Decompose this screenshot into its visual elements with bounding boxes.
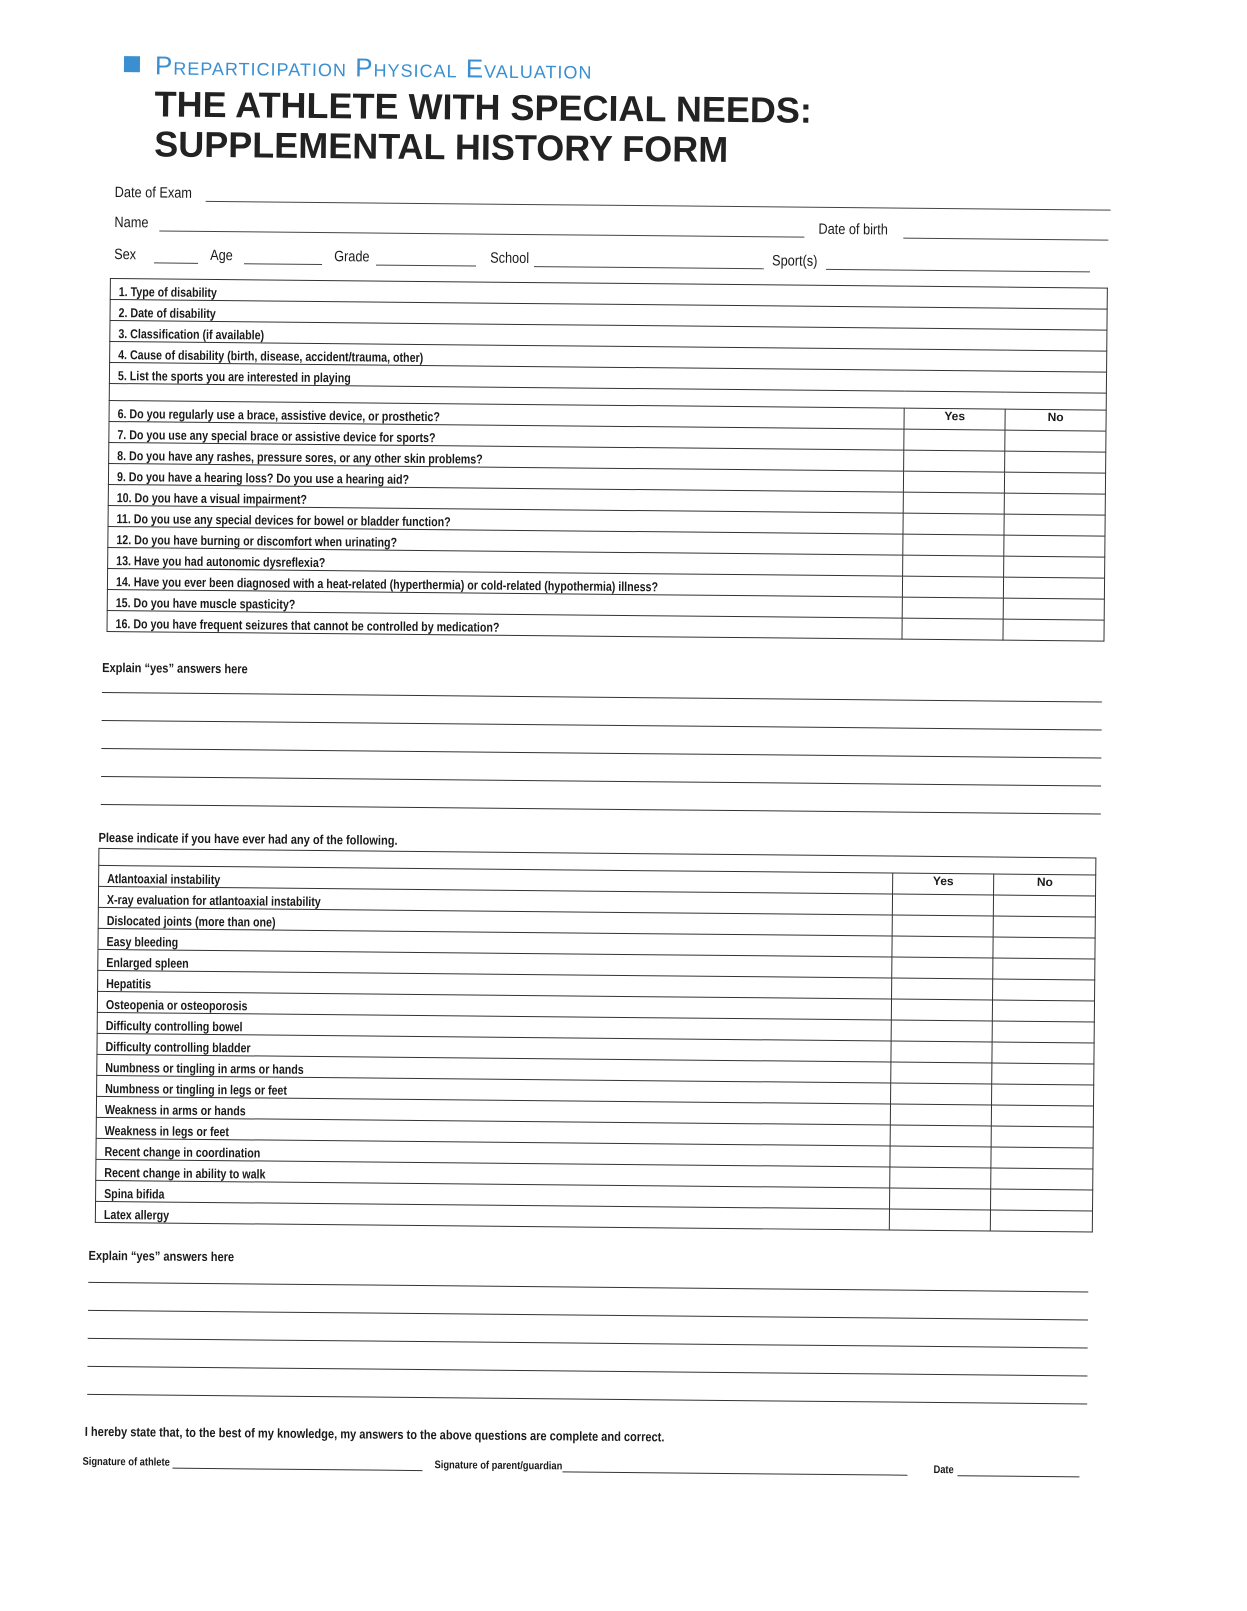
question-label: 11. Do you use any special devices for bowel or bladder function?	[116, 511, 451, 530]
yes-cell[interactable]	[902, 618, 1003, 640]
no-cell[interactable]	[1003, 619, 1104, 641]
grade-field[interactable]	[376, 251, 476, 267]
no-cell[interactable]	[993, 958, 1095, 980]
yes-cell[interactable]	[902, 597, 1003, 619]
condition-label: Difficulty controlling bladder	[105, 1039, 251, 1056]
date-of-exam-label: Date of Exam	[114, 184, 193, 202]
parent-signature-field[interactable]	[562, 1461, 907, 1475]
question-label: 14. Have you ever been diagnosed with a heat-related (hyperthermia) or cold-related (hypothermia) illness?	[115, 574, 659, 595]
date-of-exam-field[interactable]	[206, 187, 1111, 211]
question-label: 8. Do you have any rashes, pressure sores, or any other skin problems?	[117, 448, 483, 467]
header-square-icon	[124, 56, 140, 72]
sex-label: Sex	[114, 246, 137, 264]
question-label: 6. Do you regularly use a brace, assistive device, or prosthetic?	[117, 406, 440, 425]
condition-label: Latex allergy	[103, 1206, 170, 1223]
no-cell[interactable]	[1004, 556, 1105, 578]
disability-questions-table	[107, 278, 1108, 642]
yes-cell[interactable]	[891, 1041, 993, 1063]
no-header: No	[1047, 410, 1064, 425]
sex-field[interactable]	[154, 248, 198, 263]
condition-label: Osteopenia or osteoporosis	[105, 997, 248, 1014]
yes-cell[interactable]	[903, 471, 1004, 493]
info-row-label: 1. Type of disability	[118, 284, 217, 301]
condition-label: Weakness in legs or feet	[104, 1122, 230, 1140]
question-label: 15. Do you have muscle spasticity?	[115, 595, 296, 612]
explain-text-2: Explain “yes” answers here	[88, 1247, 235, 1265]
explain-line[interactable]	[102, 720, 1102, 731]
explain-text-1: Explain “yes” answers here	[102, 659, 248, 677]
condition-label: Difficulty controlling bowel	[105, 1018, 243, 1035]
yes-cell[interactable]	[890, 1083, 992, 1105]
yes-cell[interactable]	[889, 1209, 991, 1231]
no-cell[interactable]	[1004, 514, 1105, 536]
no-cell[interactable]	[993, 937, 1095, 959]
no-cell[interactable]	[1004, 472, 1105, 494]
info-row-label: 5. List the sports you are interested in playing	[117, 368, 351, 386]
yes-header: Yes	[932, 873, 954, 889]
condition-label: Enlarged spleen	[106, 955, 189, 971]
age-label: Age	[210, 246, 233, 265]
explain-line[interactable]	[101, 804, 1101, 815]
yes-cell[interactable]	[890, 1104, 992, 1126]
info-row-label: 4. Cause of disability (birth, disease, accident/trauma, other)	[118, 347, 424, 366]
grade-label: Grade	[334, 248, 370, 266]
no-cell[interactable]	[991, 1147, 1093, 1169]
yes-cell[interactable]	[890, 1125, 992, 1147]
explain-line[interactable]	[87, 1394, 1087, 1405]
school-label: School	[490, 249, 530, 268]
no-cell[interactable]	[992, 1084, 1094, 1106]
question-label: 7. Do you use any special brace or assistive device for sports?	[117, 427, 436, 446]
date-of-birth-label: Date of birth	[818, 220, 888, 239]
date-of-exam-row	[115, 184, 1111, 211]
yes-cell[interactable]	[892, 936, 994, 958]
info-row-label: 2. Date of disability	[118, 305, 216, 322]
no-cell[interactable]	[992, 1042, 1094, 1064]
form-kicker: Preparticipation Physical Evaluation	[154, 50, 593, 85]
no-cell[interactable]	[993, 1000, 1095, 1022]
condition-label: Spina bifida	[104, 1185, 165, 1202]
no-cell[interactable]	[991, 1210, 1093, 1232]
yes-cell[interactable]	[891, 1020, 993, 1042]
no-cell[interactable]	[1004, 535, 1105, 557]
details-row	[114, 246, 1090, 272]
explain-line[interactable]	[101, 748, 1101, 759]
question-label: 13. Have you had autonomic dysreflexia?	[116, 553, 326, 571]
condition-label: Recent change in ability to walk	[104, 1164, 266, 1182]
explain-line[interactable]	[101, 776, 1101, 787]
name-field[interactable]	[159, 216, 804, 237]
explain-line[interactable]	[88, 1338, 1088, 1349]
explain-line[interactable]	[102, 692, 1102, 703]
condition-label: Recent change in coordination	[104, 1143, 261, 1161]
parent-signature-label: Signature of parent/guardian	[434, 1459, 563, 1473]
question-label: 9. Do you have a hearing loss? Do you use a hearing aid?	[116, 469, 410, 487]
yes-cell[interactable]	[903, 513, 1004, 535]
no-cell[interactable]	[1003, 598, 1104, 620]
athlete-signature-field[interactable]	[172, 1458, 422, 1471]
yes-cell[interactable]	[891, 999, 993, 1021]
yes-cell[interactable]	[903, 534, 1004, 556]
indicate-text: Please indicate if you have ever had any of the following.	[98, 829, 398, 848]
title-line-1: THE ATHLETE WITH SPECIAL NEEDS:	[154, 83, 813, 131]
no-cell[interactable]	[992, 1105, 1094, 1127]
info-row-label: 3. Classification (if available)	[118, 326, 265, 343]
explain-line[interactable]	[88, 1282, 1088, 1293]
question-label: 12. Do you have burning or discomfort when urinating?	[116, 532, 398, 550]
explain-line[interactable]	[88, 1310, 1088, 1321]
school-field[interactable]	[534, 252, 764, 269]
condition-label: Numbness or tingling in legs or feet	[105, 1081, 288, 1098]
yes-cell[interactable]	[903, 492, 1004, 514]
no-cell[interactable]	[1003, 577, 1104, 599]
sports-field[interactable]	[826, 255, 1090, 273]
no-cell[interactable]	[992, 1063, 1094, 1085]
attestation-statement	[85, 1424, 767, 1446]
yes-cell[interactable]	[891, 1062, 993, 1084]
yes-cell[interactable]	[902, 576, 1003, 598]
yes-cell[interactable]	[889, 1188, 991, 1210]
no-cell[interactable]	[1005, 451, 1106, 473]
yes-cell[interactable]	[892, 894, 994, 916]
no-cell[interactable]	[991, 1168, 1093, 1190]
age-field[interactable]	[244, 249, 322, 265]
yes-cell[interactable]	[890, 1146, 992, 1168]
condition-label: Weakness in arms or hands	[104, 1102, 246, 1119]
sports-label: Sport(s)	[772, 252, 818, 270]
date-of-birth-field[interactable]	[903, 224, 1108, 241]
yes-cell[interactable]	[890, 1167, 992, 1189]
condition-label: Dislocated joints (more than one)	[106, 913, 276, 930]
explain-label-1	[102, 660, 273, 677]
question-label: 16. Do you have frequent seizures that cannot be controlled by medication?	[115, 616, 500, 635]
name-row	[114, 214, 1108, 241]
condition-label: Hepatitis	[106, 976, 152, 992]
attestation-text: I hereby state that, to the best of my knowledge, my answers to the above questions are complete and correct.	[84, 1423, 665, 1445]
no-cell[interactable]	[991, 1189, 1093, 1211]
condition-label: Numbness or tingling in arms or hands	[105, 1060, 304, 1077]
date-field[interactable]	[957, 1465, 1079, 1477]
yes-cell[interactable]	[892, 957, 994, 979]
condition-label: Easy bleeding	[106, 934, 179, 950]
conditions-table	[95, 848, 1097, 1233]
yes-cell[interactable]	[892, 915, 994, 937]
no-cell[interactable]	[993, 1021, 1095, 1043]
no-cell[interactable]	[992, 1126, 1094, 1148]
form-title	[154, 84, 812, 170]
no-cell[interactable]	[993, 979, 1095, 1001]
athlete-signature-label: Signature of athlete	[82, 1455, 170, 1469]
indicate-label	[98, 830, 450, 848]
condition-label: X-ray evaluation for atlantoaxial instability	[106, 892, 321, 910]
athlete-signature-row	[82, 1456, 1079, 1478]
name-label: Name	[114, 214, 149, 232]
yes-cell[interactable]	[904, 429, 1005, 451]
explain-label-2	[88, 1248, 259, 1265]
condition-label: Atlantoaxial instability	[107, 871, 221, 888]
no-header: No	[1036, 874, 1053, 890]
no-cell[interactable]	[1004, 493, 1105, 515]
no-cell[interactable]	[1005, 430, 1106, 452]
yes-cell[interactable]	[891, 978, 993, 1000]
no-cell[interactable]	[994, 895, 1096, 917]
yes-cell[interactable]	[904, 450, 1005, 472]
date-label: Date	[933, 1463, 954, 1477]
explain-line[interactable]	[87, 1366, 1087, 1377]
no-cell[interactable]	[994, 916, 1096, 938]
yes-cell[interactable]	[903, 555, 1004, 577]
yes-header: Yes	[944, 409, 966, 424]
title-line-2: SUPPLEMENTAL HISTORY FORM	[153, 123, 729, 170]
question-label: 10. Do you have a visual impairment?	[116, 490, 308, 507]
